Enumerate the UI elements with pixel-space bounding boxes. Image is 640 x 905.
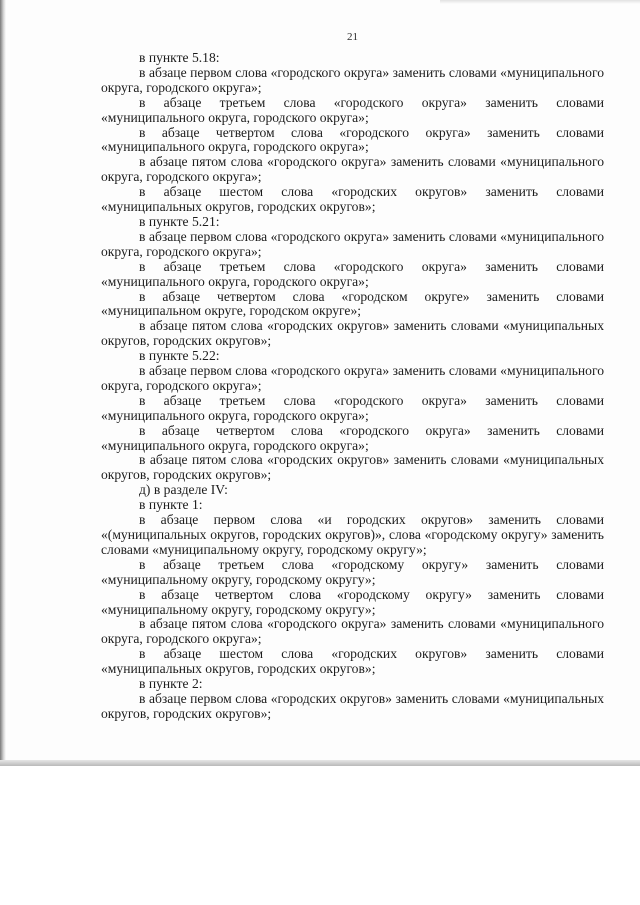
amendment-paragraph: в абзаце пятом слова «городских округов» заменить словами «муниципальных округов, городских округов»; (101, 318, 604, 349)
amendment-paragraph: в абзаце третьем слова «городского округа» заменить словами «муниципального округа, городского округа»; (101, 94, 604, 125)
subsection-heading: в пункте 5.18: (139, 50, 220, 65)
subsection-heading: в пункте 5.21: (139, 213, 220, 229)
amendment-paragraph: в абзаце четвертом слова «городском округе» заменить словами «муниципальном округе, городском округе»; (101, 288, 604, 319)
amendment-paragraph: в абзаце третьем слова «городского округа» заменить словами «муниципального округа, городского округа»; (101, 392, 604, 423)
scan-shadow-left (0, 0, 6, 766)
amendment-paragraph: в абзаце пятом слова «городских округов» заменить словами «муниципальных округов, городских округов»; (101, 452, 604, 483)
amendment-paragraph: в абзаце четвертом слова «городского округа» заменить словами «муниципального округа, городского округа»; (101, 422, 604, 453)
page-number: 21 (347, 31, 358, 43)
amendment-paragraph: в абзаце первом слова «и городских округов» заменить словами «(муниципальных округов, городских округов)», слова «городскому округу» заменить словами «муниципальному округу, городскому округу»; (101, 512, 604, 557)
section-heading: д) в разделе IV: (139, 482, 228, 498)
amendment-paragraph: в абзаце шестом слова «городских округов» заменить словами «муниципальных округов, городских округов»; (101, 646, 604, 677)
amendment-paragraph: в абзаце первом слова «городского округа» заменить словами «муниципального округа, городского округа»; (101, 363, 604, 393)
scan-shadow-top (440, 0, 640, 4)
subsection-heading: в пункте 5.22: (139, 348, 220, 364)
amendment-paragraph: в абзаце четвертом слова «городскому округу» заменить словами «муниципальному округу, городскому округу»; (101, 586, 604, 617)
subsection-heading: в пункте 1: (139, 497, 203, 513)
amendment-paragraph: в абзаце третьем слова «городского округа» заменить словами «муниципального округа, городского округа»; (101, 258, 604, 289)
amendment-paragraph: в абзаце первом слова «городского округа» заменить словами «муниципального округа, городского округа»; (101, 64, 604, 95)
amendment-paragraph: в абзаце первом слова «городского округа» заменить словами «муниципального округа, городского округа»; (101, 228, 604, 259)
document-body (101, 51, 604, 722)
amendment-paragraph: в абзаце пятом слова «городского округа» заменить словами «муниципального округа, городского округа»; (101, 616, 604, 647)
scan-shadow-bottom (0, 760, 640, 766)
amendment-paragraph: в абзаце шестом слова «городских округов» заменить словами «муниципальных округов, городских округов»; (101, 184, 604, 215)
amendment-paragraph: в абзаце третьем слова «городскому округу» заменить словами «муниципальному округу, городскому округу»; (101, 556, 604, 587)
amendment-paragraph: в абзаце первом слова «городских округов» заменить словами «муниципальных округов, городских округов»; (101, 690, 604, 721)
amendment-paragraph: в абзаце пятом слова «городского округа» заменить словами «муниципального округа, городского округа»; (101, 154, 604, 185)
amendment-paragraph: в абзаце четвертом слова «городского округа» заменить словами «муниципального округа, городского округа»; (101, 124, 604, 155)
subsection-heading: в пункте 2: (139, 676, 203, 692)
